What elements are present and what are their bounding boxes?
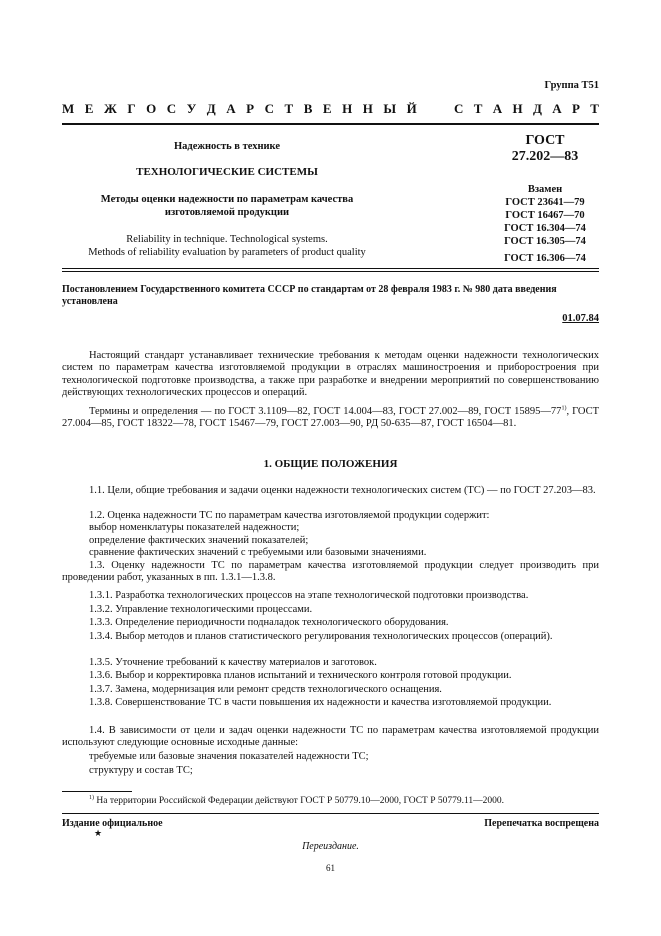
intro-paragraph: Настоящий стандарт устанавливает технические требования к методам оценки надежности технологических систем по параметрам качества изготовляемой продукции в отраслях машиностроения и приборостроения при технологической подготовке производства, а также при разработке и внедрении мероприятий по совершенствованию действующих технологических процессов и операций.	[62, 350, 599, 399]
banner-letter: С	[264, 101, 274, 116]
list-item: структуру и состав ТС;	[89, 765, 193, 776]
header-rule	[62, 123, 599, 125]
banner-letter: У	[186, 101, 197, 116]
replaces-label: Взамен	[527, 184, 563, 195]
banner-right	[454, 101, 599, 117]
subtitle: Методы оценки надежности по параметрам качества изготовляемой продукции	[100, 194, 354, 218]
banner-letter: Д	[532, 101, 542, 116]
footnote-rule	[62, 791, 132, 792]
clause-1-3-8: 1.3.8. Совершенствование ТС в части повышения их надежности и качества изготовляемой продукции.	[89, 697, 552, 708]
list-item: требуемые или базовые значения показателей надежности ТС;	[89, 751, 369, 762]
standard-number: 27.202—83	[511, 149, 579, 164]
banner-letter: А	[552, 101, 562, 116]
banner-letter: В	[303, 101, 313, 116]
banner-letter: А	[492, 101, 503, 116]
clause-1-3-1: 1.3.1. Разработка технологических процессов на этапе технологической подготовки производства.	[89, 590, 529, 601]
reissue-note: Переиздание.	[302, 841, 359, 852]
group-code: Группа Т51	[544, 80, 599, 91]
list-item: выбор номенклатуры показателей надежности;	[89, 522, 300, 533]
main-title: ТЕХНОЛОГИЧЕСКИЕ СИСТЕМЫ	[136, 166, 318, 178]
footer-rule	[62, 813, 599, 814]
banner-letter: С	[166, 101, 177, 116]
banner-letter: Т	[473, 101, 483, 116]
banner-letter: Ж	[103, 101, 117, 116]
clause-1-3: 1.3. Оценку надежности ТС по параметрам качества изготовляемой продукции следует производить при проведении работ, указанных в пп. 1.3.1—1.3.8.	[62, 560, 599, 584]
title-block-rule	[62, 268, 599, 269]
banner-letter: Т	[284, 101, 294, 116]
section-heading: 1. ОБЩИЕ ПОЛОЖЕНИЯ	[263, 458, 398, 470]
clause-1-3-2: 1.3.2. Управление технологическими процессами.	[89, 604, 313, 615]
banner-letter: Г	[127, 101, 136, 116]
standard-label: ГОСТ	[525, 133, 565, 148]
banner-letter: Р	[571, 101, 580, 116]
banner-letter: Е	[84, 101, 94, 116]
terms-paragraph: Термины и определения — по ГОСТ 3.1109—82, ГОСТ 14.004—83, ГОСТ 27.002—89, ГОСТ 15895—77$^{1)}$, ГОСТ 27.004—85, ГОСТ 18322—78, ГОСТ 15467—79, ГОСТ 27.003—90, РД 50-635—87, ГОСТ 16504—81.	[62, 405, 600, 430]
banner-letter: Ы	[383, 101, 397, 116]
star-mark: ★	[94, 828, 103, 838]
banner-letter: М	[62, 101, 75, 116]
decree-line-2: установлена	[62, 296, 118, 307]
reprint-prohibited: Перепечатка воспрещена	[484, 818, 599, 829]
clause-1-3-6: 1.3.6. Выбор и корректировка планов испытаний и технического контроля готовой продукции.	[89, 670, 512, 681]
clause-1-3-4: 1.3.4. Выбор методов и планов статистического регулирования технологических процессов (операций).	[89, 631, 553, 642]
standard-designation	[480, 133, 610, 165]
banner-letter: Н	[342, 101, 353, 116]
clause-1-3-7: 1.3.7. Замена, модернизация или ремонт средств технологического оснащения.	[89, 684, 442, 695]
title-block-rule-2	[62, 271, 599, 272]
replaces-item: ГОСТ 16467—70	[505, 210, 585, 221]
list-item: сравнение фактических значений с требуемыми или базовыми значениями.	[89, 547, 427, 558]
replaces-block	[480, 183, 610, 265]
banner-letter: О	[146, 101, 157, 116]
banner-letter: Й	[406, 101, 417, 116]
replaces-item: ГОСТ 16.306—74	[504, 253, 586, 264]
clause-1-2: 1.2. Оценка надежности ТС по параметрам качества изготовляемой продукции содержит:	[89, 510, 490, 521]
banner-letter: Д	[206, 101, 216, 116]
list-item: определение фактических значений показателей;	[89, 535, 309, 546]
clause-1-1: 1.1. Цели, общие требования и задачи оценки надежности технологических систем (ТС) — по ГОСТ 27.203—83.	[89, 485, 596, 496]
official-edition: Издание официальное	[62, 818, 163, 829]
english-title: Reliability in technique. Technological systems. Methods of reliability evaluation by parameters of product quality	[88, 234, 366, 258]
replaces-item: ГОСТ 16.304—74	[504, 223, 586, 234]
banner-letter: Н	[362, 101, 373, 116]
clause-1-3-3: 1.3.3. Определение периодичности подналадок технологического оборудования.	[89, 617, 449, 628]
banner-letter: Т	[590, 101, 599, 116]
banner-letter: Е	[322, 101, 332, 116]
decree-line-1: Постановлением Государственного комитета СССР по стандартам от 28 февраля 1983 г. № 980 дата введения	[62, 284, 557, 295]
banner-letter: С	[454, 101, 464, 116]
footnote: $^{1)}$ На территории Российской Федерации действуют ГОСТ Р 50779.10—2000, ГОСТ Р 50779.11—2000.	[89, 794, 505, 806]
replaces-item: ГОСТ 16.305—74	[504, 236, 586, 247]
banner-left	[62, 101, 417, 117]
clause-1-3-5: 1.3.5. Уточнение требований к качеству материалов и заготовок.	[89, 657, 377, 668]
banner-letter: А	[226, 101, 236, 116]
banner-letter: Р	[246, 101, 255, 116]
page-number: 61	[326, 863, 335, 873]
banner-letter: Н	[512, 101, 523, 116]
effective-date: 01.07.84	[562, 313, 599, 324]
replaces-item: ГОСТ 23641—79	[505, 197, 585, 208]
clause-1-4: 1.4. В зависимости от цели и задач оценки надежности ТС по параметрам качества изготовляемой продукции используют следующие основные исходные данные:	[62, 725, 599, 749]
subject-title: Надежность в технике	[174, 141, 280, 152]
standard-banner	[62, 101, 599, 117]
